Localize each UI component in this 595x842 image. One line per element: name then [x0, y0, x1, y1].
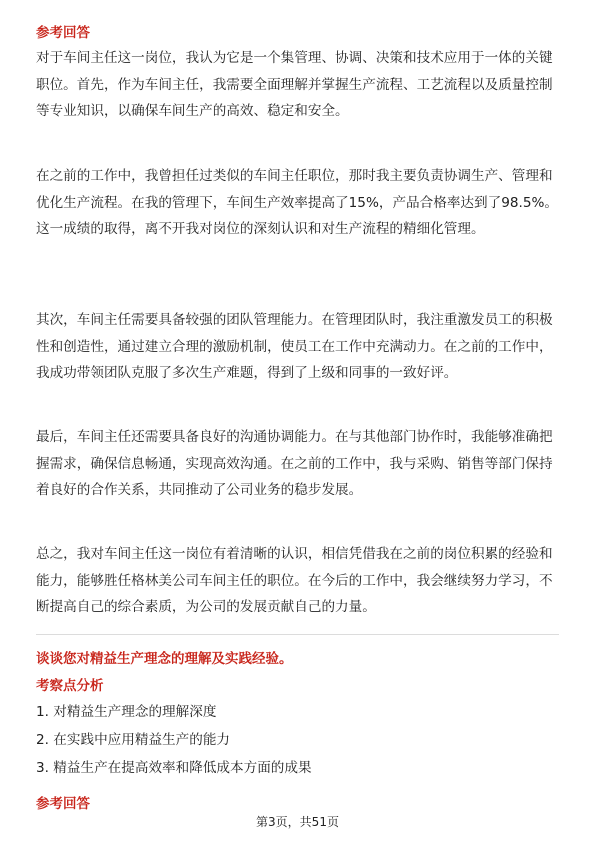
reference-answer-heading: 参考回答 — [36, 796, 90, 812]
section-divider — [36, 634, 559, 635]
analysis-item: 3. 精益生产在提高效率和降低成本方面的成果 — [36, 760, 312, 776]
answer-paragraph-3: 其次，车间主任需要具备较强的团队管理能力。在管理团队时，我注重激发员工的积极性和创造性，通过建立合理的激励机制，使员工在工作中充满动力。在之前的工作中，我成功带领团队克服了多次生产难题，得到了上级和同事的一致好评。 — [36, 312, 553, 382]
page-number: 第3页，共51页 — [256, 815, 339, 829]
analysis-item: 2. 在实践中应用精益生产的能力 — [36, 732, 231, 748]
reference-answer-heading: 参考回答 — [36, 25, 90, 41]
answer-paragraph-2: 在之前的工作中，我曾担任过类似的车间主任职位，那时我主要负责协调生产、管理和优化生产流程。在我的管理下，车间生产效率提高了15%，产品合格率达到了98.5%。这一成绩的取得，离不开我对岗位的深刻认识和对生产流程的精细化管理。 — [36, 168, 558, 238]
answer-paragraph-4: 最后，车间主任还需要具备良好的沟通协调能力。在与其他部门协作时，我能够准确把握需求，确保信息畅通，实现高效沟通。在之前的工作中，我与采购、销售等部门保持着良好的合作关系，共同推动了公司业务的稳步发展。 — [36, 429, 553, 499]
interview-question: 谈谈您对精益生产理念的理解及实践经验。 — [36, 651, 293, 667]
analysis-heading: 考察点分析 — [36, 678, 104, 694]
answer-paragraph-1: 对于车间主任这一岗位，我认为它是一个集管理、协调、决策和技术应用于一体的关键职位。首先，作为车间主任，我需要全面理解并掌握生产流程、工艺流程以及质量控制等专业知识，以确保车间生产的高效、稳定和安全。 — [36, 50, 553, 120]
answer-paragraph-5: 总之，我对车间主任这一岗位有着清晰的认识，相信凭借我在之前的岗位积累的经验和能力，能够胜任格林美公司车间主任的职位。在今后的工作中，我会继续努力学习，不断提高自己的综合素质，为公司的发展贡献自己的力量。 — [36, 546, 553, 616]
analysis-item: 1. 对精益生产理念的理解深度 — [36, 704, 217, 720]
